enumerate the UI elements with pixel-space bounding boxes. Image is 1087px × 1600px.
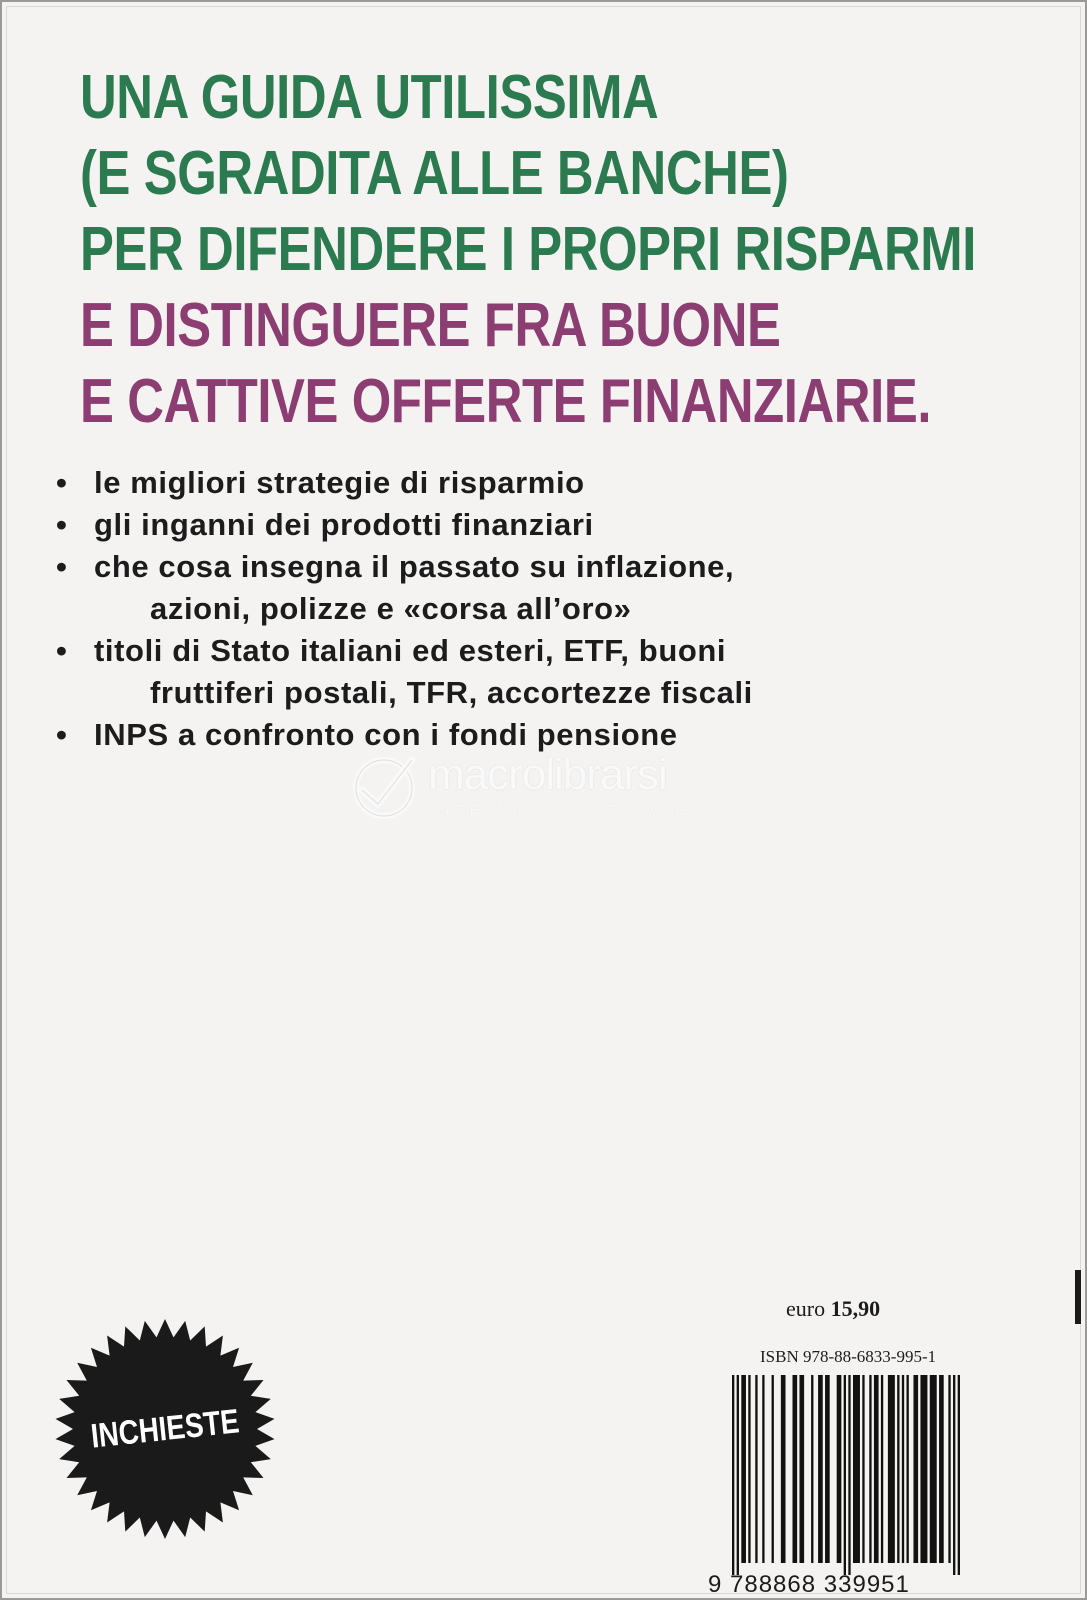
barcode-bar [818,1375,823,1563]
barcode-bar [902,1375,904,1563]
watermark-name: macrolibrarsi [428,750,667,799]
barcode-bar [844,1375,846,1575]
barcode-block [702,1347,982,1600]
headline-line: UNA GUIDA UTILISSIMA [80,63,659,132]
barcode-bar [874,1375,879,1563]
barcode-bar [737,1375,739,1575]
barcode-bar [837,1375,842,1563]
barcode-bar [939,1375,944,1563]
barcode-bar [869,1375,871,1563]
bullet-dot: • [56,507,68,542]
barcode-bar [948,1375,950,1563]
headline-line: (E SGRADITA ALLE BANCHE) [80,139,789,208]
headline-line: E DISTINGUERE FRA BUONE [80,291,781,360]
bullet-text: le migliori strategie di risparmio [94,465,585,500]
headline [80,60,976,440]
barcode-bar [732,1375,734,1575]
bullet-item [56,630,1016,714]
barcode [732,1375,962,1575]
isbn-text: ISBN 978-88-6833-995-1 [760,1347,937,1366]
bullet-list [56,462,1016,756]
spine-edge-mark [1075,1270,1081,1324]
barcode-bar [930,1375,937,1563]
ean-digits: 9 788868 339951 [708,1571,910,1598]
barcode-bar [755,1375,757,1563]
bullet-continuation: fruttiferi postali, TFR, accortezze fiscali [150,675,753,710]
bullet-dot: • [56,549,68,584]
barcode-bar [811,1375,813,1563]
barcode-bar [792,1375,797,1563]
barcode-bar [958,1375,960,1575]
price [786,1296,880,1322]
barcode-bar [848,1375,850,1575]
leaf-check-icon [348,750,420,822]
bullet-continuation: azioni, polizze e «corsa all’oro» [150,591,632,626]
barcode-bar [953,1375,955,1575]
barcode-bar [741,1375,746,1563]
barcode-bar [853,1375,860,1563]
barcode-bar [906,1375,908,1563]
barcode-bar [897,1375,899,1563]
barcode-bar [799,1375,804,1563]
price-amount: 15,90 [830,1296,881,1321]
bullet-dot: • [56,465,68,500]
price-label: euro [786,1296,826,1321]
seal-label: INCHIESTE [89,1401,241,1456]
barcode-bar [920,1375,927,1563]
bullet-text: titoli di Stato italiani ed esteri, ETF, buoni [94,633,727,668]
barcode-bar [862,1375,864,1563]
watermark-tagline: ALTERNATIVA NATURALE [432,802,690,817]
barcode-bar [772,1375,774,1563]
bullet-text: INPS a confronto con i fondi pensione [94,717,678,752]
barcode-bar [748,1375,750,1563]
barcode-bar [881,1375,883,1563]
headline-line: PER DIFENDERE I PROPRI RISPARMI [80,215,976,284]
bullet-item [56,462,1016,504]
barcode-bar [825,1375,830,1563]
barcode-bar [781,1375,786,1563]
bullet-text: gli inganni dei prodotti finanziari [94,507,594,542]
bullet-item [56,546,1016,630]
barcode-bar [762,1375,764,1563]
barcode-bar [913,1375,918,1563]
headline-line: E CATTIVE OFFERTE FINANZIARIE. [80,367,932,436]
barcode-bar [888,1375,895,1563]
starburst-seal [50,1314,280,1544]
bullet-text: che cosa insegna il passato su inflazione, [94,549,735,584]
bullet-item [56,504,1016,546]
bullet-dot: • [56,633,68,668]
bullet-dot: • [56,717,68,752]
watermark [348,750,748,830]
